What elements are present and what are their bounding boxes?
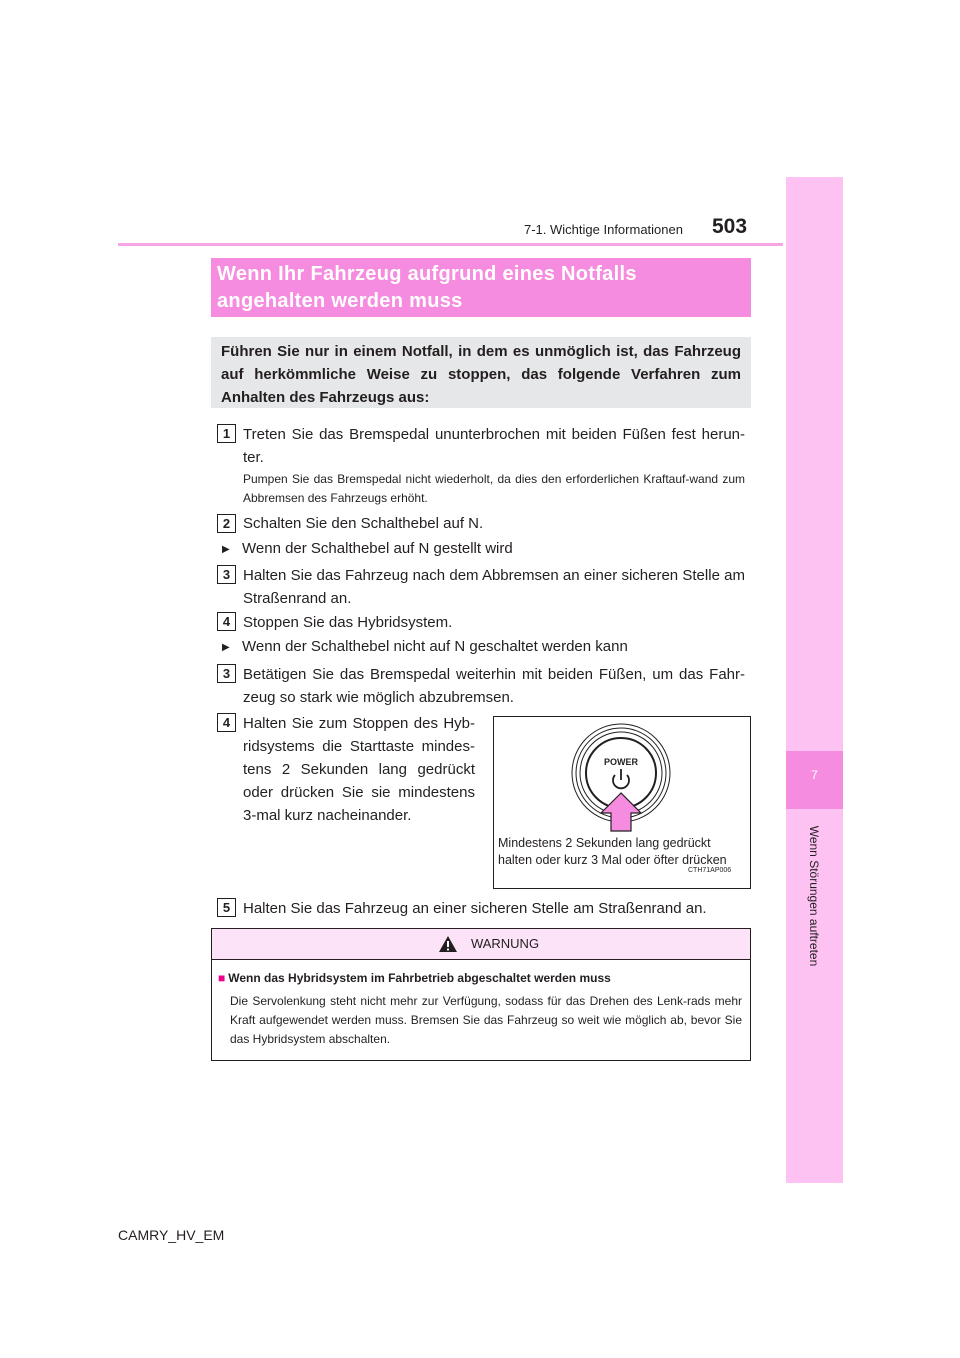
header-rule xyxy=(118,243,783,246)
warning-triangle-icon xyxy=(438,935,458,953)
step-badge: 3 xyxy=(217,565,236,584)
condition-text: Wenn der Schalthebel auf N gestellt wird xyxy=(242,540,513,557)
warning-label: WARNUNG xyxy=(470,936,540,951)
step-text: Halten Sie das Fahrzeug an einer sicheren Stelle am Straßenrand an. xyxy=(243,900,707,917)
intro-box xyxy=(211,337,751,408)
warning-box xyxy=(211,928,751,1061)
illustration-code: CTH71AP006 xyxy=(688,867,732,874)
intro-text: Führen Sie nur in einem Notfall, in dem es unmöglich ist, das Fahrzeug auf herkömmliche Weise zu stoppen, das folgende Verfahren zum Anhalten des Fahrzeugs aus: xyxy=(221,343,741,406)
chapter-number: 7 xyxy=(811,768,818,782)
chapter-tab xyxy=(786,177,843,1183)
step-badge: 4 xyxy=(217,612,236,631)
step-badge: 3 xyxy=(217,664,236,683)
step-badge: 5 xyxy=(217,898,236,917)
heading-line-1: Wenn Ihr Fahrzeug aufgrund eines Notfalls xyxy=(217,263,637,285)
section-title: 7-1. Wichtige Informationen xyxy=(524,222,683,237)
document-id: CAMRY_HV_EM xyxy=(118,1227,225,1243)
warning-body: Die Servolenkung steht nicht mehr zur Verfügung, sodass für das Drehen des Lenk-rads mehr Kraft aufgewendet werden muss. Bremsen Sie das Fahrzeug so weit wie möglich ab, bevor Sie das Hybridsystem abschalten. xyxy=(230,994,742,1046)
triangle-bullet-icon: ▶ xyxy=(222,544,230,555)
power-label: POWER xyxy=(603,757,639,767)
power-button-icon xyxy=(494,717,749,832)
page-number: 503 xyxy=(712,215,748,238)
page-heading xyxy=(211,258,751,317)
step-badge: 2 xyxy=(217,514,236,533)
step-badge: 1 xyxy=(217,424,236,443)
step-text: Stoppen Sie das Hybridsystem. xyxy=(243,614,453,631)
step-note: Pumpen Sie das Bremspedal nicht wiederholt, da dies den erforderlichen Kraftauf-wand zum Abbremsen des Fahrzeugs erhöht. xyxy=(243,472,745,505)
chapter-title: Wenn Störungen auftreten xyxy=(807,825,821,967)
warning-title-text: Wenn das Hybridsystem im Fahrbetrieb abgeschaltet werden muss xyxy=(228,971,611,985)
warning-header xyxy=(212,929,750,960)
caption-line-2: halten oder kurz 3 Mal oder öfter drücken xyxy=(498,853,727,867)
step-text: Halten Sie zum Stoppen des Hyb-ridsystems die Starttaste mindes-tens 2 Sekunden lang gedrückt oder drücken Sie sie mindestens 3-mal kurz nacheinander. xyxy=(243,715,475,824)
triangle-bullet-icon: ▶ xyxy=(222,642,230,653)
square-bullet-icon: ■ xyxy=(218,971,226,985)
condition-item xyxy=(222,638,628,655)
step-text: Betätigen Sie das Bremspedal weiterhin mit beiden Füßen, um das Fahr-zeug so stark wie möglich abzubremsen. xyxy=(243,666,745,706)
step-text: Schalten Sie den Schalthebel auf N. xyxy=(243,515,484,532)
step-text: Halten Sie das Fahrzeug nach dem Abbremsen an einer sicheren Stelle am Straßenrand an. xyxy=(243,567,745,607)
condition-text: Wenn der Schalthebel nicht auf N geschaltet werden kann xyxy=(242,638,628,655)
condition-item xyxy=(222,540,513,557)
step-text: Treten Sie das Bremspedal ununterbrochen mit beiden Füßen fest herun-ter. xyxy=(243,426,745,466)
caption-line-1: Mindestens 2 Sekunden lang gedrückt xyxy=(498,836,711,850)
warning-title xyxy=(218,971,611,985)
heading-line-2: angehalten werden muss xyxy=(217,290,463,312)
illustration-caption xyxy=(498,835,727,869)
power-button-illustration xyxy=(493,716,751,889)
step-badge: 4 xyxy=(217,713,236,732)
